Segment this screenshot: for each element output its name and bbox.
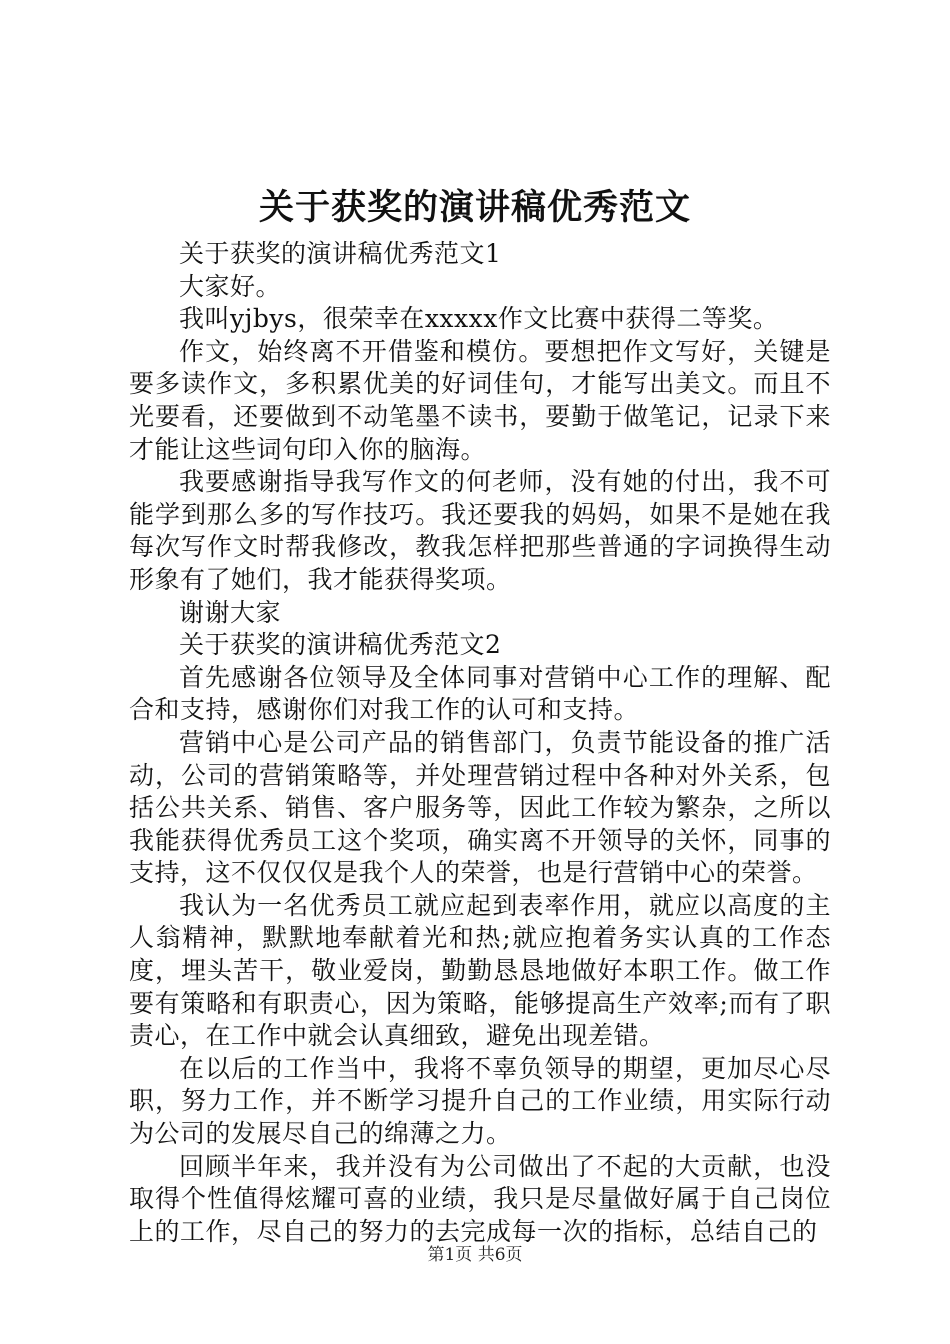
paragraph: 在以后的工作当中，我将不辜负领导的期望，更加尽心尽职，努力工作，并不断学习提升自己的工作业绩，用实际行动为公司的发展尽自己的绵薄之力。 [129, 1053, 831, 1149]
paragraph: 关于获奖的演讲稿优秀范文1 [179, 239, 502, 268]
paragraph: 我认为一名优秀员工就应起到表率作用，就应以高度的主人翁精神，默默地奉献着光和热;就应抱着务实认真的工作态度，埋头苦干，敬业爱岗，勤勤恳恳地做好本职工作。做工作要有策略和有职责心，因为策略，能够提高生产效率;而有了职责心，在工作中就会认真细致，避免出现差错。 [129, 890, 831, 1051]
page-number-footer: 第1页 共6页 [427, 1245, 523, 1265]
paragraph: 营销中心是公司产品的销售部门，负责节能设备的推广活动，公司的营销策略等，并处理营销过程中各种对外关系，包括公共关系、销售、客户服务等，因此工作较为繁杂，之所以我能获得优秀员工这个奖项，确实离不开领导的关怀，同事的支持，这不仅仅仅是我个人的荣誉，也是行营销中心的荣誉。 [129, 727, 831, 888]
paragraph: 回顾半年来，我并没有为公司做出了不起的大贡献，也没取得个性值得炫耀可喜的业绩，我只是尽量做好属于自己岗位上的工作，尽自己的努力的去完成每一次的指标，总结自己的 [129, 1151, 831, 1246]
paragraph: 首先感谢各位领导及全体同事对营销中心工作的理解、配合和支持，感谢你们对我工作的认可和支持。 [129, 662, 831, 725]
document-body [129, 238, 831, 1248]
paragraph: 大家好。 [179, 271, 282, 301]
paragraph: 作文，始终离不开借鉴和模仿。要想把作文写好，关键是要多读作文，多积累优美的好词佳句，才能写出美文。而且不光要看，还要做到不动笔墨不读书，要勤于做笔记，记录下来才能让这些词句印入你的脑海。 [129, 336, 831, 464]
document-title: 关于获奖的演讲稿优秀范文 [258, 187, 691, 228]
paragraph: 我叫yjbys，很荣幸在xxxxx作文比赛中获得二等奖。 [179, 304, 779, 334]
paragraph: 谢谢大家 [179, 597, 282, 627]
paragraph: 关于获奖的演讲稿优秀范文2 [179, 630, 502, 660]
paragraph: 我要感谢指导我写作文的何老师，没有她的付出，我不可能学到那么多的写作技巧。我还要我的妈妈，如果不是她在我每次写作文时帮我修改，教我怎样把那些普通的字词换得生动形象有了她们，我才能获得奖项。 [129, 467, 831, 594]
